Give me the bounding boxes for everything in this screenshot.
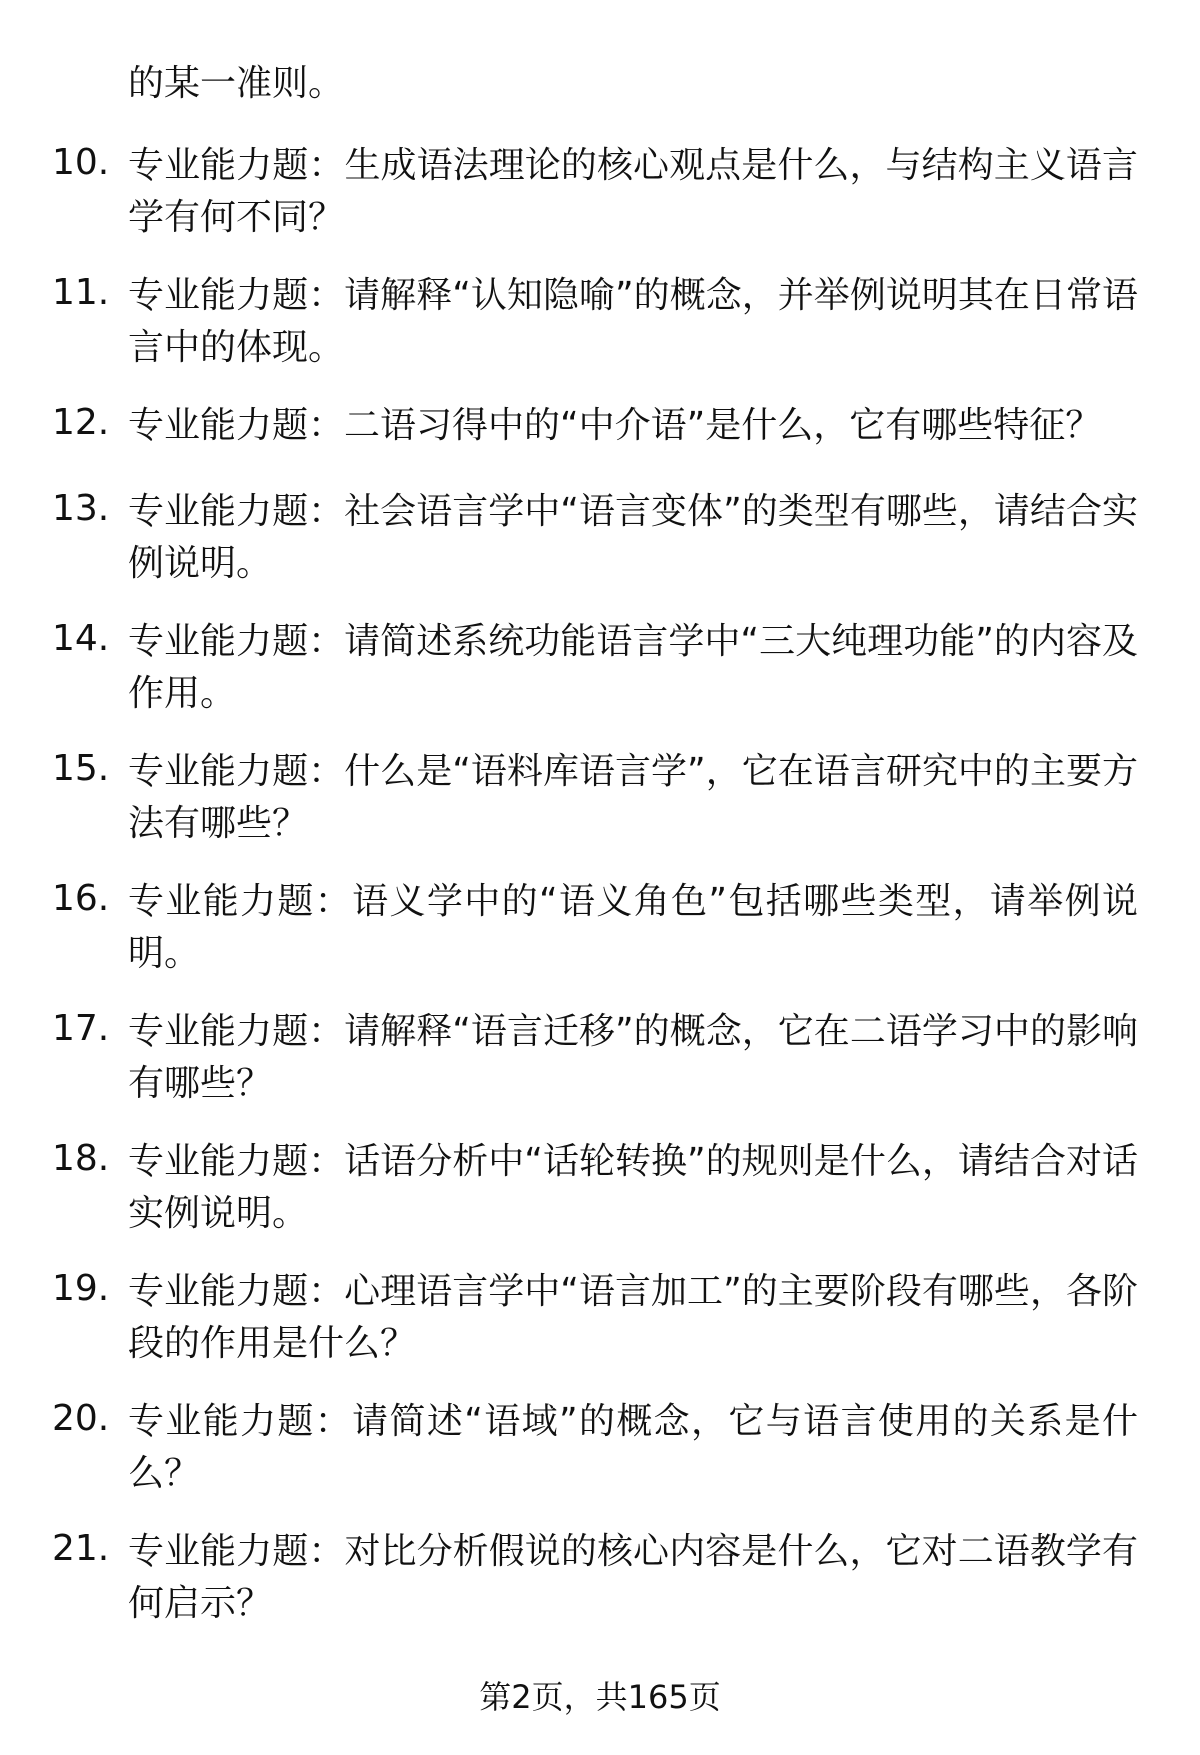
question-item [0, 400, 1200, 446]
question-number: 12. [52, 402, 110, 443]
page-footer: 第2页，共165页 [479, 1678, 721, 1716]
question-item [0, 746, 1200, 844]
question-text: 专业能力题：社会语言学中“语言变体”的类型有哪些，请结合实例说明。 [128, 491, 1138, 584]
question-item [0, 1136, 1200, 1234]
question-item [0, 140, 1200, 238]
question-item [0, 1006, 1200, 1104]
question-number: 15. [52, 748, 110, 789]
question-text: 专业能力题：语义学中的“语义角色”包括哪些类型，请举例说明。 [128, 881, 1138, 974]
question-text: 专业能力题：对比分析假说的核心内容是什么，它对二语教学有何启示？ [128, 1531, 1138, 1624]
question-item [0, 1266, 1200, 1364]
question-text: 专业能力题：请解释“语言迁移”的概念，它在二语学习中的影响有哪些？ [128, 1011, 1138, 1104]
question-text: 专业能力题：心理语言学中“语言加工”的主要阶段有哪些，各阶段的作用是什么？ [128, 1271, 1138, 1364]
question-item [0, 616, 1200, 714]
question-number: 21. [52, 1528, 110, 1569]
question-text: 专业能力题：请简述系统功能语言学中“三大纯理功能”的内容及作用。 [128, 621, 1138, 714]
continuation-text: 的某一准则。 [128, 63, 345, 104]
question-item [0, 876, 1200, 974]
question-item [0, 1526, 1200, 1624]
question-number: 11. [52, 272, 110, 313]
question-number: 16. [52, 878, 110, 919]
question-item [0, 1396, 1200, 1494]
question-item [0, 486, 1200, 584]
question-text: 专业能力题：请解释“认知隐喻”的概念，并举例说明其在日常语言中的体现。 [128, 275, 1138, 368]
question-number: 18. [52, 1138, 110, 1179]
question-list [0, 140, 1200, 1656]
question-number: 20. [52, 1398, 110, 1439]
question-text: 专业能力题：什么是“语料库语言学”，它在语言研究中的主要方法有哪些？ [128, 751, 1138, 844]
question-number: 17. [52, 1008, 110, 1049]
question-number: 14. [52, 618, 110, 659]
question-text: 专业能力题：话语分析中“话轮转换”的规则是什么，请结合对话实例说明。 [128, 1141, 1138, 1234]
question-text: 专业能力题：二语习得中的“中介语”是什么，它有哪些特征？ [128, 405, 1102, 446]
question-number: 19. [52, 1268, 110, 1309]
question-text: 专业能力题：生成语法理论的核心观点是什么，与结构主义语言学有何不同？ [128, 145, 1138, 238]
question-number: 10. [52, 142, 110, 183]
question-text: 专业能力题：请简述“语域”的概念，它与语言使用的关系是什么？ [128, 1401, 1138, 1494]
question-number: 13. [52, 488, 110, 529]
question-item [0, 270, 1200, 368]
